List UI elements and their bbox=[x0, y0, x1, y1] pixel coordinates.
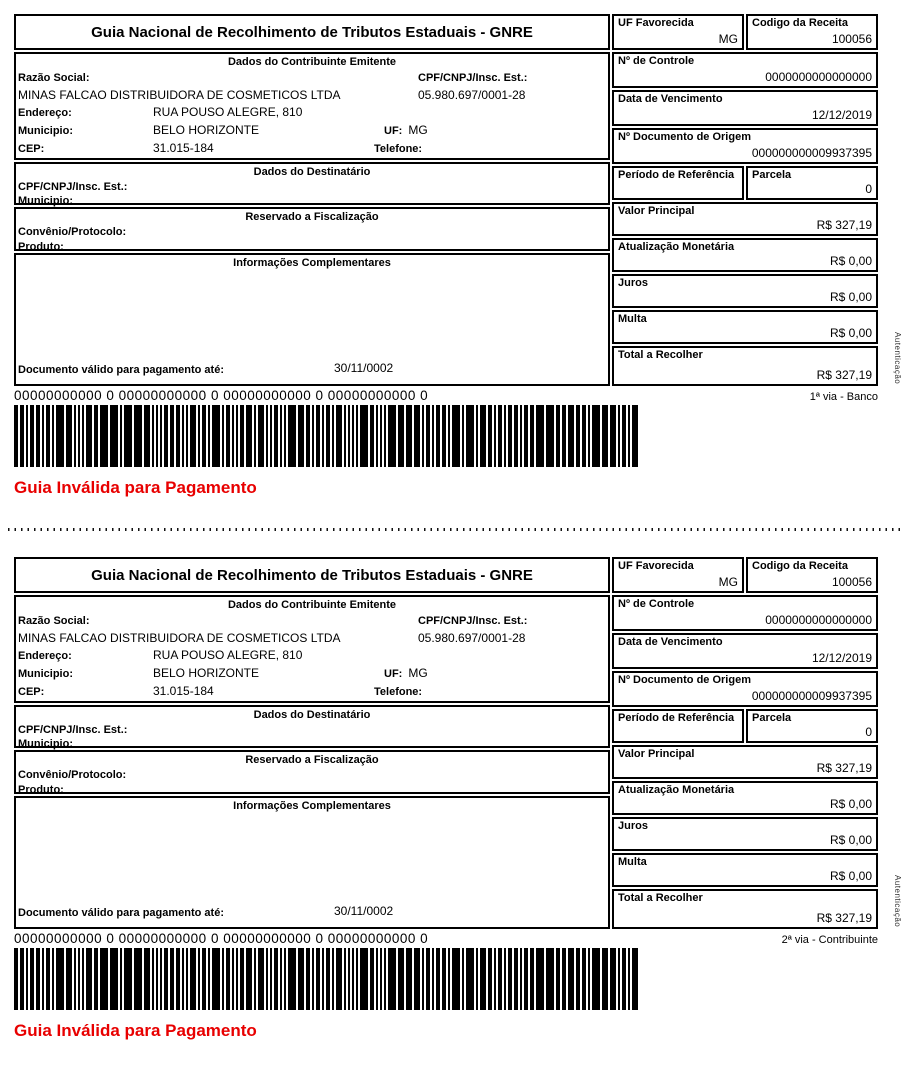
field-atualizacao-monetaria bbox=[612, 238, 878, 272]
field-periodo-referencia bbox=[612, 166, 744, 200]
barcode-digits: 00000000000 0 00000000000 0 00000000000 0 00000000000 0 bbox=[14, 931, 429, 946]
uf-favorecida-value: MG bbox=[718, 575, 738, 589]
gnre-form bbox=[14, 14, 902, 386]
codigo-receita-value: 100056 bbox=[831, 32, 872, 46]
field-valor-principal bbox=[612, 745, 878, 779]
section-title: Informações Complementares bbox=[233, 800, 391, 812]
doc-origem-label: Nº Documento de Origem bbox=[618, 674, 751, 686]
uf-favorecida-label: UF Favorecida bbox=[618, 17, 694, 29]
uf-value: MG bbox=[408, 666, 428, 680]
juros-label: Juros bbox=[618, 820, 648, 832]
valor-principal-value: R$ 327,19 bbox=[816, 218, 872, 232]
autenticacao-label: Autenticação bbox=[893, 331, 902, 384]
field-parcela bbox=[746, 709, 878, 743]
field-codigo-receita bbox=[746, 557, 878, 593]
via-label: 1ª via - Banco bbox=[809, 391, 878, 403]
atualizacao-label: Atualização Monetária bbox=[618, 241, 735, 253]
field-uf-favorecida bbox=[612, 557, 744, 593]
field-data-vencimento bbox=[612, 90, 878, 126]
doc-origem-value: 000000000009937395 bbox=[751, 689, 872, 703]
barcode bbox=[14, 405, 646, 467]
field-multa bbox=[612, 853, 878, 887]
vencimento-label: Data de Vencimento bbox=[618, 636, 723, 648]
field-valor-principal bbox=[612, 202, 878, 236]
multa-value: R$ 0,00 bbox=[829, 869, 872, 883]
cpf-cnpj-label: CPF/CNPJ/Insc. Est.: bbox=[418, 615, 528, 627]
section-title: Informações Complementares bbox=[233, 257, 391, 269]
controle-label: Nº de Controle bbox=[618, 55, 695, 67]
periodo-label: Período de Referência bbox=[618, 712, 735, 724]
endereco-label: Endereço: bbox=[18, 107, 72, 119]
juros-value: R$ 0,00 bbox=[829, 833, 872, 847]
juros-label: Juros bbox=[618, 277, 648, 289]
section-fiscalizacao bbox=[14, 750, 610, 794]
section-title: Dados do Contribuinte Emitente bbox=[227, 56, 397, 68]
gnre-copy-2 bbox=[14, 557, 902, 1041]
valor-principal-label: Valor Principal bbox=[618, 748, 695, 760]
cep-label: CEP: bbox=[18, 143, 45, 155]
atualizacao-value: R$ 0,00 bbox=[829, 254, 872, 268]
razao-social-value: MINAS FALCAO DISTRIBUIDORA DE COSMETICOS LTDA bbox=[18, 631, 341, 645]
cep-label: CEP: bbox=[18, 686, 45, 698]
validade-label: Documento válido para pagamento até: bbox=[18, 907, 224, 919]
periodo-label: Período de Referência bbox=[618, 169, 735, 181]
codigo-receita-value: 100056 bbox=[831, 575, 872, 589]
uf-favorecida-value: MG bbox=[718, 32, 738, 46]
total-label: Total a Recolher bbox=[618, 349, 703, 361]
section-informacoes-complementares bbox=[14, 796, 610, 929]
endereco-label: Endereço: bbox=[18, 650, 72, 662]
codigo-receita-label: Codigo da Receita bbox=[752, 560, 848, 572]
vencimento-value: 12/12/2019 bbox=[811, 108, 872, 122]
cep-value: 31.015-184 bbox=[153, 141, 214, 155]
total-value: R$ 327,19 bbox=[816, 368, 872, 382]
section-title: Reservado a Fiscalização bbox=[245, 211, 379, 223]
validade-label: Documento válido para pagamento até: bbox=[18, 364, 224, 376]
razao-social-label: Razão Social: bbox=[18, 72, 90, 84]
municipio-value: BELO HORIZONTE bbox=[153, 666, 260, 680]
total-value: R$ 327,19 bbox=[816, 911, 872, 925]
via-label: 2ª via - Contribuinte bbox=[781, 934, 878, 946]
autenticacao-label: Autenticação bbox=[893, 874, 902, 927]
cpf-cnpj-value: 05.980.697/0001-28 bbox=[418, 631, 526, 645]
vencimento-label: Data de Vencimento bbox=[618, 93, 723, 105]
barcode bbox=[14, 948, 646, 1010]
validade-value: 30/11/0002 bbox=[334, 904, 394, 918]
cep-value: 31.015-184 bbox=[153, 684, 214, 698]
doc-origem-label: Nº Documento de Origem bbox=[618, 131, 751, 143]
convenio-label: Convênio/Protocolo: bbox=[18, 769, 127, 781]
uf-label: UF: bbox=[384, 668, 403, 680]
section-contribuinte-emitente bbox=[14, 52, 610, 160]
section-fiscalizacao bbox=[14, 207, 610, 251]
dest-municipio-label: Municipio: bbox=[18, 195, 73, 207]
municipio-label: Municipio: bbox=[18, 125, 73, 137]
field-juros bbox=[612, 274, 878, 308]
right-column bbox=[612, 557, 878, 929]
invalid-notice: Guia Inválida para Pagamento bbox=[14, 1021, 257, 1040]
section-title: Reservado a Fiscalização bbox=[245, 754, 379, 766]
uf-label: UF: bbox=[384, 125, 403, 137]
controle-value: 0000000000000000 bbox=[765, 70, 872, 84]
juros-value: R$ 0,00 bbox=[829, 290, 872, 304]
document-title: Guia Nacional de Recolhimento de Tributos Estaduais - GNRE bbox=[91, 566, 533, 584]
cpf-cnpj-value: 05.980.697/0001-28 bbox=[418, 88, 526, 102]
dest-municipio-label: Municipio: bbox=[18, 738, 73, 750]
parcela-label: Parcela bbox=[752, 169, 792, 181]
doc-origem-value: 000000000009937395 bbox=[751, 146, 872, 160]
total-label: Total a Recolher bbox=[618, 892, 703, 904]
produto-label: Produto: bbox=[18, 241, 64, 253]
left-column bbox=[14, 14, 610, 386]
field-uf-favorecida bbox=[612, 14, 744, 50]
section-title: Dados do Destinatário bbox=[253, 166, 371, 178]
parcela-value: 0 bbox=[865, 725, 872, 739]
municipio-value: BELO HORIZONTE bbox=[153, 123, 260, 137]
endereco-value: RUA POUSO ALEGRE, 810 bbox=[153, 648, 303, 662]
field-numero-controle bbox=[612, 52, 878, 88]
uf-favorecida-label: UF Favorecida bbox=[618, 560, 694, 572]
telefone-label: Telefone: bbox=[374, 143, 423, 155]
section-informacoes-complementares bbox=[14, 253, 610, 386]
section-destinatario bbox=[14, 705, 610, 748]
section-contribuinte-emitente bbox=[14, 595, 610, 703]
document-title: Guia Nacional de Recolhimento de Tributos Estaduais - GNRE bbox=[91, 23, 533, 41]
razao-social-label: Razão Social: bbox=[18, 615, 90, 627]
codigo-receita-label: Codigo da Receita bbox=[752, 17, 848, 29]
municipio-label: Municipio: bbox=[18, 668, 73, 680]
multa-label: Multa bbox=[618, 856, 647, 868]
dest-cpf-label: CPF/CNPJ/Insc. Est.: bbox=[18, 724, 128, 736]
dest-cpf-label: CPF/CNPJ/Insc. Est.: bbox=[18, 181, 128, 193]
section-title: Dados do Destinatário bbox=[253, 709, 371, 721]
atualizacao-label: Atualização Monetária bbox=[618, 784, 735, 796]
section-title: Dados do Contribuinte Emitente bbox=[227, 599, 397, 611]
controle-label: Nº de Controle bbox=[618, 598, 695, 610]
field-periodo-referencia bbox=[612, 709, 744, 743]
field-parcela bbox=[746, 166, 878, 200]
right-column bbox=[612, 14, 878, 386]
gnre-form bbox=[14, 557, 902, 929]
telefone-label: Telefone: bbox=[374, 686, 423, 698]
gnre-copy-1 bbox=[14, 14, 902, 498]
field-atualizacao-monetaria bbox=[612, 781, 878, 815]
field-documento-origem bbox=[612, 671, 878, 707]
razao-social-value: MINAS FALCAO DISTRIBUIDORA DE COSMETICOS LTDA bbox=[18, 88, 341, 102]
invalid-notice: Guia Inválida para Pagamento bbox=[14, 478, 257, 497]
parcela-label: Parcela bbox=[752, 712, 792, 724]
section-destinatario bbox=[14, 162, 610, 205]
produto-label: Produto: bbox=[18, 784, 64, 796]
document-title-box bbox=[14, 557, 610, 593]
field-documento-origem bbox=[612, 128, 878, 164]
field-multa bbox=[612, 310, 878, 344]
field-juros bbox=[612, 817, 878, 851]
field-codigo-receita bbox=[746, 14, 878, 50]
field-total-recolher bbox=[612, 346, 878, 386]
left-column bbox=[14, 557, 610, 929]
uf-value: MG bbox=[408, 123, 428, 137]
parcela-value: 0 bbox=[865, 182, 872, 196]
atualizacao-value: R$ 0,00 bbox=[829, 797, 872, 811]
multa-value: R$ 0,00 bbox=[829, 326, 872, 340]
convenio-label: Convênio/Protocolo: bbox=[18, 226, 127, 238]
controle-value: 0000000000000000 bbox=[765, 613, 872, 627]
valor-principal-label: Valor Principal bbox=[618, 205, 695, 217]
valor-principal-value: R$ 327,19 bbox=[816, 761, 872, 775]
perforation-separator bbox=[8, 528, 903, 531]
multa-label: Multa bbox=[618, 313, 647, 325]
barcode-digits: 00000000000 0 00000000000 0 00000000000 0 00000000000 0 bbox=[14, 388, 429, 403]
validade-value: 30/11/0002 bbox=[334, 361, 394, 375]
field-total-recolher bbox=[612, 889, 878, 929]
endereco-value: RUA POUSO ALEGRE, 810 bbox=[153, 105, 303, 119]
cpf-cnpj-label: CPF/CNPJ/Insc. Est.: bbox=[418, 72, 528, 84]
document-title-box bbox=[14, 14, 610, 50]
field-data-vencimento bbox=[612, 633, 878, 669]
field-numero-controle bbox=[612, 595, 878, 631]
vencimento-value: 12/12/2019 bbox=[811, 651, 872, 665]
